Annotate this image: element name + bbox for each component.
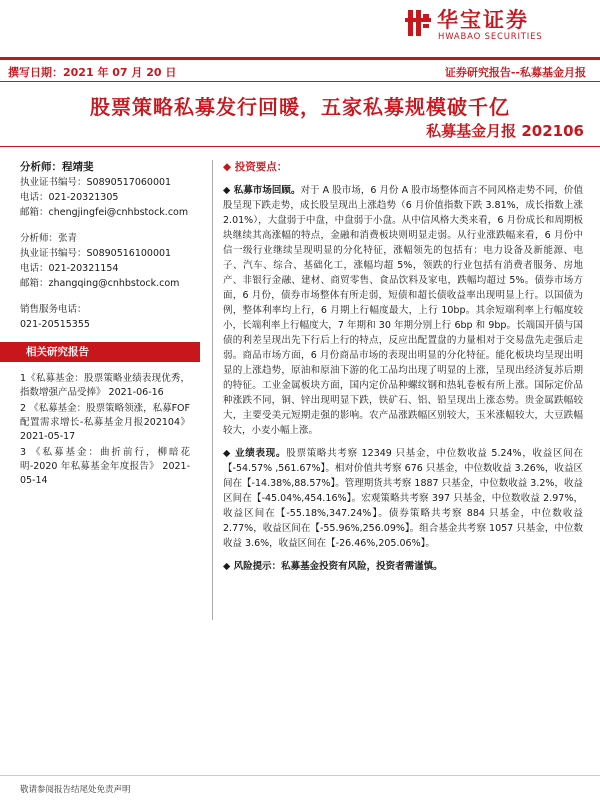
- analyst-block: [20, 160, 190, 220]
- footer-disclaimer: 敬请参阅报告结尾处免责声明: [20, 785, 131, 795]
- related-reports-list: [20, 372, 190, 488]
- report-date: 撰写日期：2021 年 07 月 20 日: [8, 66, 177, 79]
- analyst-email[interactable]: 邮箱：zhangqing@cnhbstock.com: [20, 278, 180, 289]
- related-report-item[interactable]: 3 《私募基金：曲折前行，柳暗花明-2020 年私募基金年度报告》 2021-05-14: [20, 447, 190, 486]
- analyst-phone: 电话：021-20321305: [20, 192, 119, 203]
- logo-text-cn: 华宝证券: [437, 8, 529, 32]
- sales-contact: [20, 302, 190, 332]
- risk-paragraph: [223, 559, 583, 574]
- related-reports-heading: 相关研究报告: [0, 342, 200, 362]
- diamond-bullet-icon: ◆: [223, 561, 234, 572]
- header-rule: [0, 57, 600, 60]
- paragraph-lead: 风险提示：: [233, 561, 282, 572]
- analyst-block: [20, 231, 190, 291]
- analyst-cert: 执业证书编号：S0890517060001: [20, 177, 172, 188]
- paragraph-lead: 业绩表现。: [235, 448, 287, 459]
- related-report-item[interactable]: 2 《私募基金：股票策略领涨，私募FOF 配置需求增长-私募基金月报202104》 2021-05-17: [20, 403, 190, 442]
- performance-paragraph: [223, 446, 583, 551]
- company-logo: [405, 8, 580, 42]
- header-thin-rule: [0, 81, 600, 82]
- paragraph-text: 股票策略共考察 12349 只基金，中位数收益 5.24%，收益区间在【-54.57% ,561.67%】。相对价值共考察 676 只基金，中位数收益 3.26%，收益区间在【-14.38%,88.57%】。管理期货共考察 1887 只基金，中位数收益 3.2%，收益区间在【-45.04%,454.16%】。宏观策略共考察 397 只基金，中位数收益 2.97%，收益区间在【-55.18%,347.24%】。债券策略共考察 884 只基金，中位数收益 2.77%，收益区间在【-55.96%,256.09%】。组合基金共考察 1057 只基金，中位数收益 3.6%，收益区间在【-26.46%,205.06%】。: [223, 448, 583, 549]
- page-title: 股票策略私募发行回暖，五家私募规模破千亿: [90, 95, 510, 119]
- paragraph-text: 私募基金投资有风险，投资者需谨慎。: [281, 561, 443, 572]
- analyst-name: 分析师：张青: [20, 233, 78, 244]
- related-report-item[interactable]: 1《私募基金：股票策略业绩表现优秀，指数增强产品受捧》 2021-06-16: [20, 373, 190, 398]
- highlights-section: [223, 160, 583, 582]
- diamond-bullet-icon: ◆: [223, 448, 236, 459]
- paragraph-lead: 私募市场回顾。: [233, 185, 301, 196]
- highlights-heading: ◆ 投资要点：: [223, 161, 288, 173]
- analyst-sidebar: [20, 160, 190, 490]
- sales-label: 销售服务电话：: [20, 304, 87, 315]
- column-divider: [212, 160, 213, 620]
- title-rule: [0, 146, 600, 147]
- analyst-phone: 电话：021-20321154: [20, 263, 119, 274]
- logo-text-en: HWABAO SECURITIES: [438, 32, 543, 42]
- diamond-bullet-icon: ◆: [223, 161, 235, 173]
- analyst-name: 分析师：程靖斐: [20, 161, 94, 173]
- sales-phone: 021-20515355: [20, 319, 90, 330]
- analyst-email[interactable]: 邮箱：chengjingfei@cnhbstock.com: [20, 207, 189, 218]
- logo-mark-icon: [405, 8, 431, 38]
- market-review-paragraph: [223, 183, 583, 438]
- paragraph-text: 对于 A 股市场，6 月份 A 股市场整体而言不同风格走势不同，价值股呈现下跌走势，成长股呈现出上涨趋势（6 月价值指数下跌 3.81%，成长指数上涨 2.01%），大盘弱于中盘，中盘弱于小盘。从中信风格大类来看，6 月份成长和周期板块继续其高涨幅的特点，金融和消费板块则明显走弱。从行业涨跌幅来看，6 月份中信一级行业继续呈现明显的分化特征，涨幅领先的包括有：电力设备及新能源、电子、汽车、综合、基础化工，涨幅均超 5%，领跌的行业包括有消费者服务、房地产、非银行金融、建材、商贸零售、食品饮料及家电，跌幅均超过 5%。债券市场方面，6 月份，债券市场整体有所走弱，短债和超长债收益率出现明显上行。以国债为例，整体利率均上行，6 月期上行幅度最大，上行 10bp。其余短端利率上行幅度较小，长端利率上行幅度大，7 年期和 30 年期分别上行 6bp 和 9bp。长端国开债与国债的利差呈现出先下行后上行的特点，反应出配置盘的力量相对于交易盘先走强后走弱。商品市场方面，6 月份商品市场的表现出明显的分化特征。能化板块均呈现出明显的上涨趋势，原油和原油下游的化工品均出现了明显的上涨，呈现出经济复苏后期的特征。工业金属板块方面，国内定价品种螺纹钢和热轧卷板有所上涨。国际定价品种涨跌不同，铜、锌出现明显下跌，铁矿石、铝、铅呈现出上涨态势。贵金属跌幅较大，主要受美元短期走强的影响。农产品涨跌幅区别较大，玉米涨幅较大，大豆跌幅较大，小麦小幅上涨。: [223, 185, 583, 436]
- footer-rule: [0, 775, 600, 776]
- report-type: 证券研究报告--私募基金月报: [444, 66, 586, 79]
- diamond-bullet-icon: ◆: [223, 185, 234, 196]
- analyst-cert: 执业证书编号：S0890516100001: [20, 248, 172, 259]
- page-subtitle: 私募基金月报 202106: [426, 122, 584, 140]
